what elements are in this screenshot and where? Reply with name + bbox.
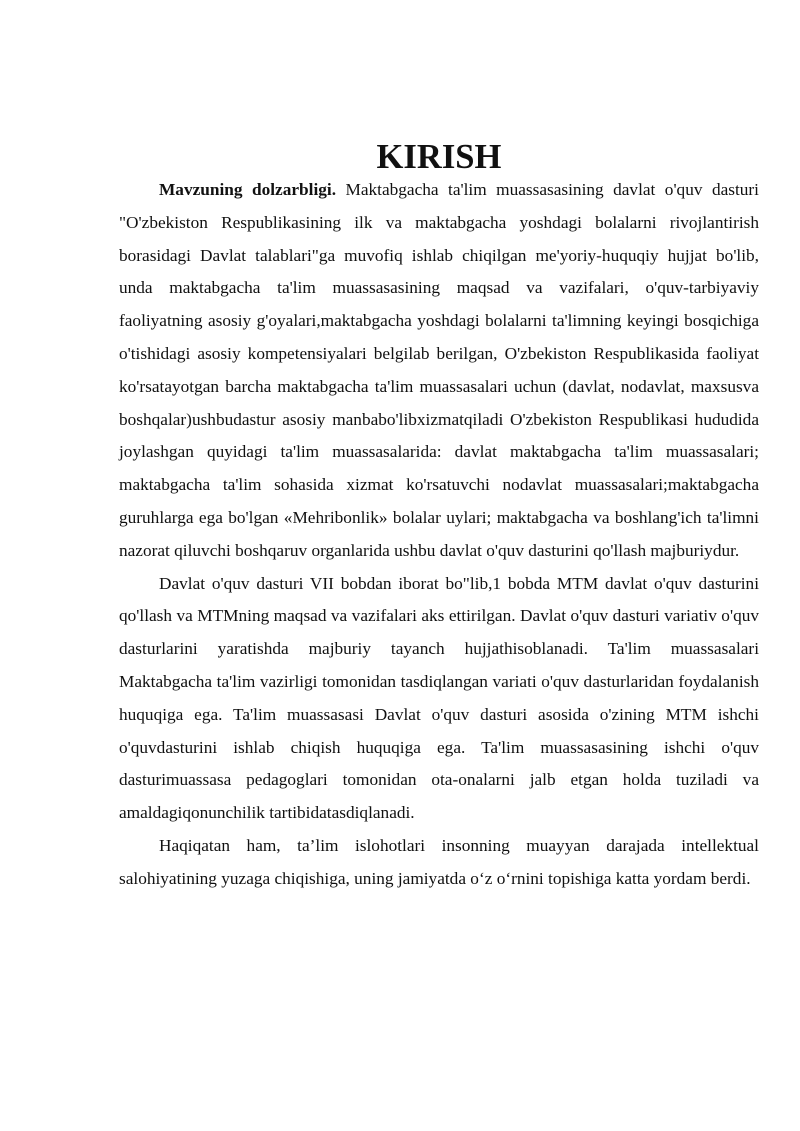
document-body — [119, 138, 759, 896]
paragraph-curriculum — [119, 568, 759, 830]
paragraph-text: Maktabgacha ta'lim muassasasining davlat o'quv dasturi "O'zbekiston Respublikasining ilk va maktabgacha yoshdagi bolalarni rivojlantirish borasidagi Davlat talablari"ga muvofiq ishlab chiqilgan me'yoriy-huquqiy hujjat bo'lib, unda maktabgacha ta'lim muassasasining maqsad va vazifalari, o'quv-tarbiyaviy faoliyatning asosiy g'oyalari,maktabgacha yoshdagi bolalarni ta'limning keyingi bosqichiga o'tishidagi asosiy kompetensiyalari belgilab berilgan, O'zbekiston Respublikasida faoliyat ko'rsatayotgan barcha maktabgacha ta'lim muassasalari uchun (davlat, nodavlat, maxsusva boshqalar)ushbudastur asosiy manbabo'libxizmatqiladi O'zbekiston Respublikasi hududida joylashgan quyidagi ta'lim muassasalarida: davlat maktabgacha ta'lim muassasalari; maktabgacha ta'lim sohasida xizmat ko'rsatuvchi nodavlat muassasalari;maktabgacha guruhlarga ega bo'lgan «Mehribonlik» bolalar uylari; maktabgacha va boshlang'ich ta'limni nazorat qiluvchi boshqaruv organlarida ushbu davlat o'quv dasturini qo'llash majburiydur. — [119, 180, 759, 560]
paragraph-relevance — [119, 174, 759, 568]
paragraph-text: Haqiqatan ham, ta’lim islohotlari insonning muayyan darajada intellektual salohiyatining yuzaga chiqishiga, uning jamiyatda o‘z o‘rnini topishiga katta yordam berdi. — [119, 835, 759, 888]
paragraph-text: Davlat o'quv dasturi VII bobdan iborat bo"lib,1 bobda MTM davlat o'quv dasturini qo'llash va MTMning maqsad va vazifalari aks ettirilgan. Davlat o'quv dasturi variativ o'quv dasturlarini yaratishda majburiy tayanch hujjathisoblanadi. Ta'lim muassasalari Maktabgacha ta'lim vazirligi tomonidan tasdiqlangan variati o'quv dasturlaridan foydalanish huquqiga ega. Ta'lim muassasasi Davlat o'quv dasturi asosida o'zining MTM ishchi o'quvdasturini ishlab chiqish huquqiga ega. Ta'lim muassasasining ishchi o'quv dasturimuassasa pedagoglari tomonidan ota-onalarni jalb etgan holda tuziladi va amaldagiqonunchilik tartibidatasdiqlanadi. — [119, 573, 759, 823]
paragraph-reforms — [119, 830, 759, 896]
paragraph-lead: Mavzuning dolzarbligi. — [159, 180, 337, 199]
document-title: KIRISH — [376, 138, 502, 176]
